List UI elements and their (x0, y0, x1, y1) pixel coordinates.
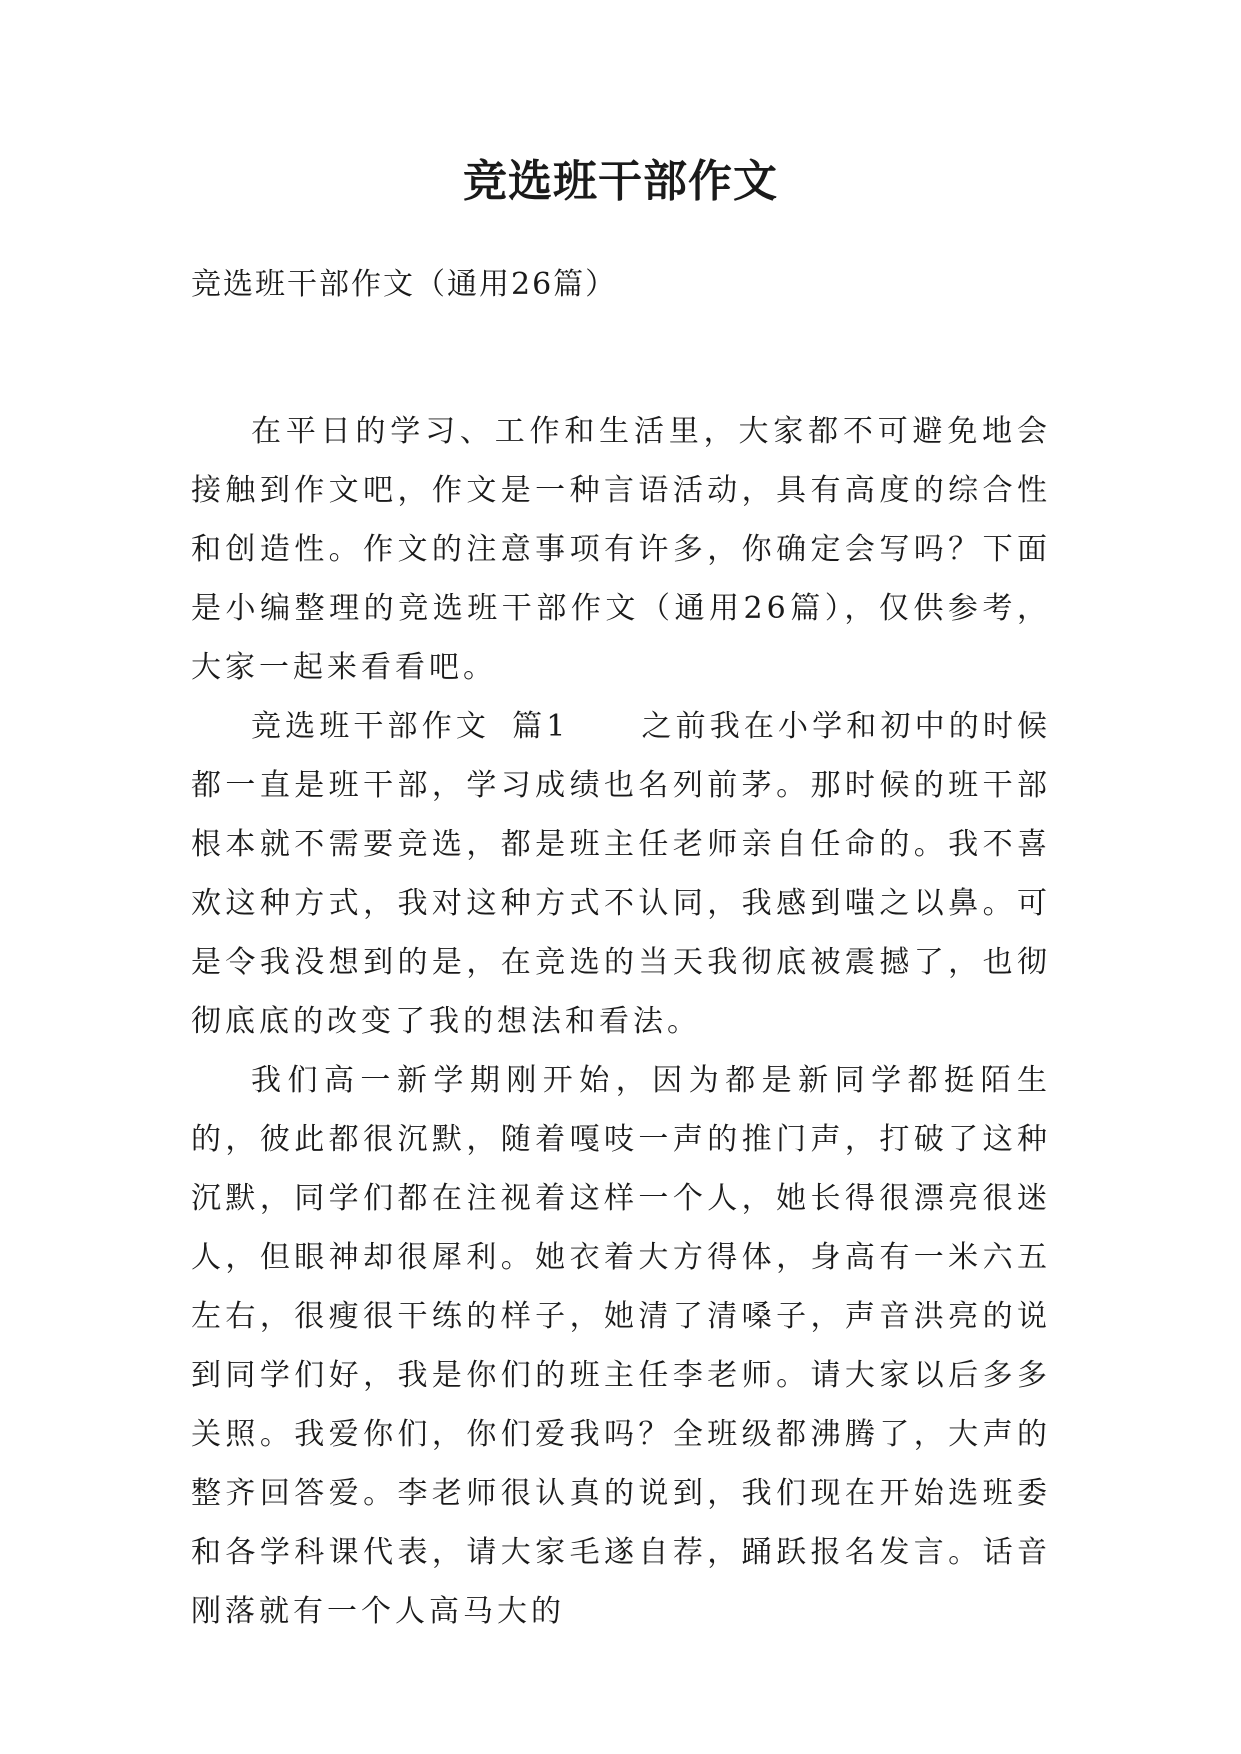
essay-heading-label: 竞选班干部作文 (251, 709, 490, 744)
document-title: 竞选班干部作文 (463, 156, 778, 207)
document-subtitle: 竞选班干部作文（通用26篇） (191, 267, 618, 302)
document-body (191, 402, 1051, 1641)
essay-heading-number: 篇1 (511, 709, 570, 744)
essay-1-paragraph-1-text: 之前我在小学和初中的时候都一直是班干部，学习成绩也名列前茅。那时候的班干部根本就不需要竞选，都是班主任老师亲自任命的。我不喜欢这种方式，我对这种方式不认同，我感到嗤之以鼻。可是令我没想到的是，在竞选的当天我彻底被震撼了，也彻彻底底的改变了我的想法和看法。 (191, 709, 1052, 1039)
essay-1-paragraph-1 (191, 697, 1051, 1051)
essay-1-paragraph-2: 我们高一新学期刚开始，因为都是新同学都挺陌生的，彼此都很沉默，随着嘎吱一声的推门声，打破了这种沉默，同学们都在注视着这样一个人，她长得很漂亮很迷人，但眼神却很犀利。她衣着大方得体，身高有一米六五左右，很瘦很干练的样子，她清了清嗓子，声音洪亮的说到同学们好，我是你们的班主任李老师。请大家以后多多关照。我爱你们，你们爱我吗？全班级都沸腾了，大声的整齐回答爱。李老师很认真的说到，我们现在开始选班委和各学科课代表，请大家毛遂自荐，踊跃报名发言。话音刚落就有一个人高马大的 (191, 1063, 1051, 1629)
intro-paragraph: 在平日的学习、工作和生活里，大家都不可避免地会接触到作文吧，作文是一种言语活动，具有高度的综合性和创造性。作文的注意事项有许多，你确定会写吗？下面是小编整理的竞选班干部作文（通用26篇），仅供参考，大家一起来看看吧。 (191, 414, 1051, 685)
